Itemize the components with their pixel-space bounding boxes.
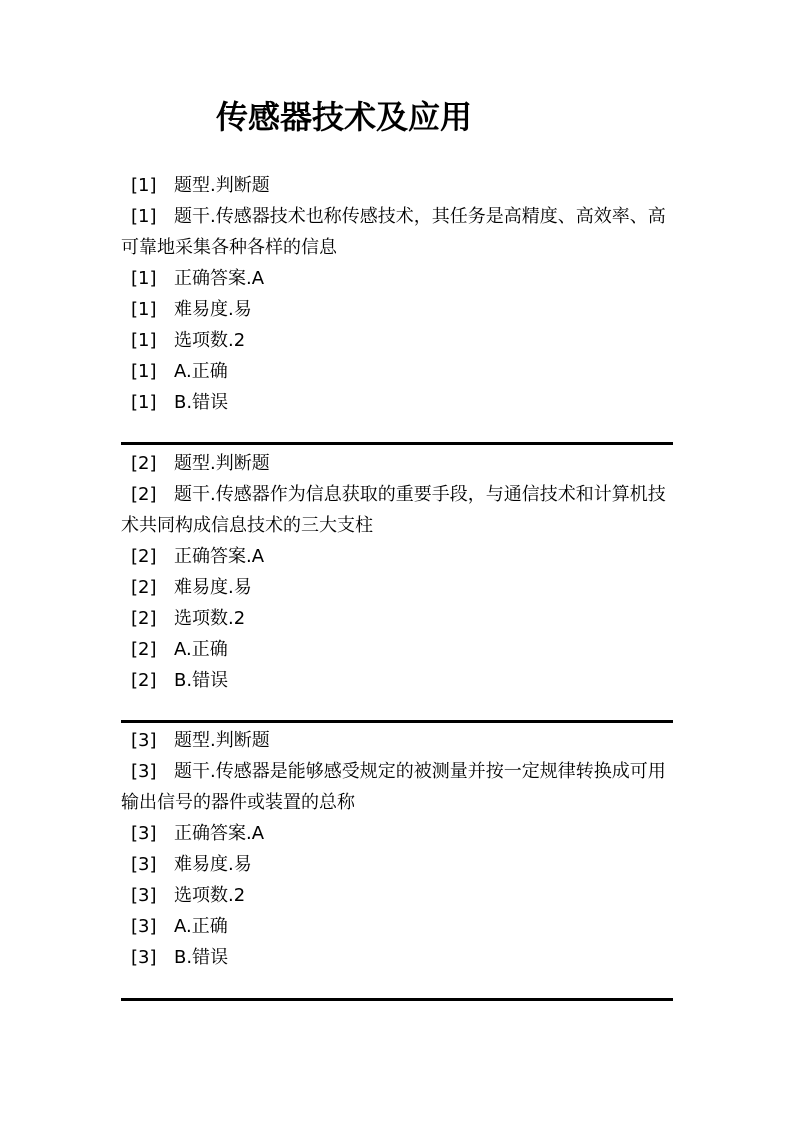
correct-answer: 正确答案.A [174, 268, 265, 289]
question-divider [121, 720, 673, 723]
question-number: [1] [131, 392, 157, 413]
difficulty: 难易度.易 [174, 577, 252, 598]
question-stem-line [121, 201, 673, 232]
option-b-line [121, 942, 673, 973]
difficulty-line [121, 849, 673, 880]
option-a: A.正确 [174, 916, 228, 937]
question-number: [3] [131, 823, 157, 844]
question-number: [1] [131, 175, 157, 196]
question-block-1 [121, 170, 673, 418]
correct-answer-line [121, 263, 673, 294]
question-stem-continued: 输出信号的器件或装置的总称 [121, 792, 355, 813]
option-a-line [121, 356, 673, 387]
difficulty-line [121, 572, 673, 603]
option-a-line [121, 634, 673, 665]
question-stem-line [121, 756, 673, 787]
question-stem: 题干.传感器技术也称传感技术，其任务是高精度、高效率、高 [174, 206, 666, 227]
question-stem: 题干.传感器是能够感受规定的被测量并按一定规律转换成可用 [174, 761, 666, 782]
question-number: [3] [131, 885, 157, 906]
question-number: [2] [131, 453, 157, 474]
option-b-line [121, 665, 673, 696]
correct-answer-line [121, 541, 673, 572]
difficulty-line [121, 294, 673, 325]
question-block-3 [121, 725, 673, 973]
option-a: A.正确 [174, 361, 228, 382]
question-number: [1] [131, 361, 157, 382]
question-block-2 [121, 448, 673, 696]
question-number: [3] [131, 854, 157, 875]
option-count: 选项数.2 [174, 885, 246, 906]
question-number: [3] [131, 761, 157, 782]
option-b: B.错误 [174, 947, 229, 968]
question-number: [2] [131, 670, 157, 691]
option-count: 选项数.2 [174, 608, 246, 629]
correct-answer: 正确答案.A [174, 546, 265, 567]
question-stem: 题干.传感器作为信息获取的重要手段，与通信技术和计算机技 [174, 484, 666, 505]
question-number: [1] [131, 268, 157, 289]
difficulty: 难易度.易 [174, 854, 252, 875]
question-stem-continued: 可靠地采集各种各样的信息 [121, 237, 337, 258]
question-type-line [121, 448, 673, 479]
question-type-line [121, 170, 673, 201]
question-type: 题型.判断题 [174, 730, 270, 751]
document-title: 传感器技术及应用 [216, 98, 473, 136]
question-number: [2] [131, 546, 157, 567]
question-number: [3] [131, 947, 157, 968]
question-type: 题型.判断题 [174, 175, 270, 196]
question-stem-line [121, 479, 673, 510]
question-number: [2] [131, 608, 157, 629]
option-b: B.错误 [174, 670, 229, 691]
option-a-line [121, 911, 673, 942]
question-number: [2] [131, 484, 157, 505]
option-b: B.错误 [174, 392, 229, 413]
option-count-line [121, 603, 673, 634]
question-number: [1] [131, 299, 157, 320]
question-stem-continued: 术共同构成信息技术的三大支柱 [121, 515, 373, 536]
question-number: [2] [131, 577, 157, 598]
option-count-line [121, 325, 673, 356]
correct-answer-line [121, 818, 673, 849]
question-number: [2] [131, 639, 157, 660]
option-count: 选项数.2 [174, 330, 246, 351]
option-b-line [121, 387, 673, 418]
correct-answer: 正确答案.A [174, 823, 265, 844]
question-number: [1] [131, 330, 157, 351]
question-divider [121, 442, 673, 445]
question-type-line [121, 725, 673, 756]
difficulty: 难易度.易 [174, 299, 252, 320]
question-number: [3] [131, 916, 157, 937]
question-number: [3] [131, 730, 157, 751]
question-type: 题型.判断题 [174, 453, 270, 474]
option-count-line [121, 880, 673, 911]
question-number: [1] [131, 206, 157, 227]
question-divider [121, 998, 673, 1001]
option-a: A.正确 [174, 639, 228, 660]
